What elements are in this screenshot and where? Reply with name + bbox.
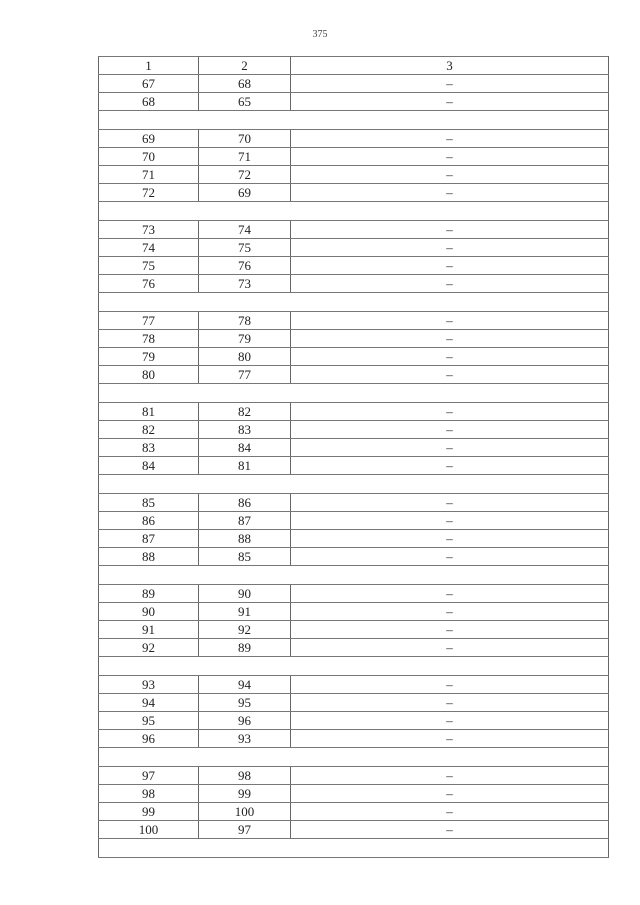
table-cell-col3: –: [291, 221, 609, 239]
table-cell-col2: 81: [199, 457, 291, 475]
table-cell-col2: 87: [199, 512, 291, 530]
table-cell-col3: –: [291, 348, 609, 366]
table-row: [99, 585, 609, 603]
table-row: [99, 257, 609, 275]
table-cell-col3: –: [291, 148, 609, 166]
table-cell-col1: 67: [99, 75, 199, 93]
table-cell-col1: 72: [99, 184, 199, 202]
table-cell-col2: 100: [199, 803, 291, 821]
table-cell-col1: 96: [99, 730, 199, 748]
table-cell-col1: 76: [99, 275, 199, 293]
table-cell-col2: 85: [199, 548, 291, 566]
table-row: [99, 530, 609, 548]
table-row: [99, 767, 609, 785]
spacer-cell: [99, 293, 609, 312]
table-cell-col1: 88: [99, 548, 199, 566]
table-cell-col3: –: [291, 75, 609, 93]
table-cell-col2: 88: [199, 530, 291, 548]
table-row: [99, 330, 609, 348]
table-row: [99, 821, 609, 839]
table-cell-col2: 72: [199, 166, 291, 184]
table-row: [99, 75, 609, 93]
table-row: [99, 712, 609, 730]
table-cell-col1: 92: [99, 639, 199, 657]
table-cell-col3: –: [291, 548, 609, 566]
table-cell-col1: 95: [99, 712, 199, 730]
table-cell-col3: –: [291, 694, 609, 712]
table-cell-col3: –: [291, 621, 609, 639]
group-spacer-row: [99, 202, 609, 221]
table-cell-col2: 99: [199, 785, 291, 803]
table-cell-col3: –: [291, 130, 609, 148]
table-cell-col2: 80: [199, 348, 291, 366]
table-cell-col2: 69: [199, 184, 291, 202]
spacer-cell: [99, 475, 609, 494]
table-cell-col2: 90: [199, 585, 291, 603]
table-row: [99, 494, 609, 512]
spacer-cell: [99, 202, 609, 221]
table-cell-col1: 81: [99, 403, 199, 421]
table-cell-col3: –: [291, 494, 609, 512]
table-cell-col3: –: [291, 821, 609, 839]
table-cell-col2: 83: [199, 421, 291, 439]
spacer-cell: [99, 111, 609, 130]
table-cell-col3: –: [291, 767, 609, 785]
table-cell-col1: 87: [99, 530, 199, 548]
table-cell-col3: –: [291, 439, 609, 457]
table-cell-col2: 89: [199, 639, 291, 657]
table-cell-col3: –: [291, 312, 609, 330]
table-row: [99, 239, 609, 257]
table-row: [99, 676, 609, 694]
table-cell-col3: –: [291, 93, 609, 111]
table-cell-col1: 77: [99, 312, 199, 330]
table-cell-col1: 71: [99, 166, 199, 184]
group-spacer-row: [99, 839, 609, 858]
table-cell-col1: 99: [99, 803, 199, 821]
table-row: [99, 639, 609, 657]
column-header-3: 3: [291, 57, 609, 75]
table-cell-col2: 74: [199, 221, 291, 239]
group-spacer-row: [99, 475, 609, 494]
table-row: [99, 785, 609, 803]
table-row: [99, 421, 609, 439]
table-cell-col1: 84: [99, 457, 199, 475]
table-cell-col2: 77: [199, 366, 291, 384]
table-cell-col1: 75: [99, 257, 199, 275]
page-number: 375: [312, 29, 328, 40]
table-row: [99, 130, 609, 148]
table-cell-col3: –: [291, 166, 609, 184]
table-header-row: [99, 57, 609, 75]
column-header-2: 2: [199, 57, 291, 75]
table-row: [99, 312, 609, 330]
table-cell-col2: 70: [199, 130, 291, 148]
table-cell-col3: –: [291, 421, 609, 439]
table-cell-col2: 95: [199, 694, 291, 712]
table-row: [99, 803, 609, 821]
table-cell-col1: 70: [99, 148, 199, 166]
table-cell-col3: –: [291, 275, 609, 293]
table-row: [99, 730, 609, 748]
table-cell-col1: 86: [99, 512, 199, 530]
spacer-cell: [99, 748, 609, 767]
group-spacer-row: [99, 111, 609, 130]
table-cell-col3: –: [291, 676, 609, 694]
table-cell-col2: 79: [199, 330, 291, 348]
spacer-cell: [99, 657, 609, 676]
table-row: [99, 221, 609, 239]
table-row: [99, 603, 609, 621]
table-cell-col1: 79: [99, 348, 199, 366]
table-cell-col1: 83: [99, 439, 199, 457]
table-cell-col2: 82: [199, 403, 291, 421]
table-cell-col2: 75: [199, 239, 291, 257]
table-cell-col3: –: [291, 366, 609, 384]
table-cell-col3: –: [291, 730, 609, 748]
table-cell-col3: –: [291, 330, 609, 348]
table-cell-col3: –: [291, 639, 609, 657]
table-cell-col2: 71: [199, 148, 291, 166]
table-body: [99, 75, 609, 858]
table-cell-col3: –: [291, 512, 609, 530]
table-cell-col1: 78: [99, 330, 199, 348]
table-row: [99, 403, 609, 421]
table-cell-col2: 73: [199, 275, 291, 293]
table-cell-col3: –: [291, 239, 609, 257]
table-row: [99, 694, 609, 712]
table-cell-col3: –: [291, 785, 609, 803]
table-cell-col2: 93: [199, 730, 291, 748]
table-cell-col1: 98: [99, 785, 199, 803]
group-spacer-row: [99, 293, 609, 312]
table-cell-col1: 85: [99, 494, 199, 512]
spacer-cell: [99, 566, 609, 585]
group-spacer-row: [99, 748, 609, 767]
table-cell-col2: 94: [199, 676, 291, 694]
table-row: [99, 93, 609, 111]
table-cell-col2: 96: [199, 712, 291, 730]
table-row: [99, 184, 609, 202]
table-cell-col2: 91: [199, 603, 291, 621]
table-row: [99, 348, 609, 366]
table-cell-col1: 73: [99, 221, 199, 239]
table-cell-col3: –: [291, 530, 609, 548]
table-cell-col2: 86: [199, 494, 291, 512]
table-cell-col1: 100: [99, 821, 199, 839]
table-cell-col1: 69: [99, 130, 199, 148]
table-row: [99, 512, 609, 530]
table-cell-col1: 80: [99, 366, 199, 384]
table-cell-col1: 94: [99, 694, 199, 712]
table-cell-col1: 97: [99, 767, 199, 785]
table-cell-col3: –: [291, 603, 609, 621]
table-row: [99, 275, 609, 293]
table-cell-col3: –: [291, 803, 609, 821]
table-row: [99, 366, 609, 384]
spacer-cell: [99, 839, 609, 858]
table-cell-col1: 93: [99, 676, 199, 694]
table-cell-col3: –: [291, 712, 609, 730]
table-row: [99, 457, 609, 475]
table-cell-col2: 78: [199, 312, 291, 330]
table-row: [99, 166, 609, 184]
table-cell-col2: 76: [199, 257, 291, 275]
table-cell-col3: –: [291, 457, 609, 475]
table-cell-col2: 98: [199, 767, 291, 785]
table-cell-col3: –: [291, 403, 609, 421]
table-row: [99, 548, 609, 566]
table-row: [99, 621, 609, 639]
table-cell-col1: 82: [99, 421, 199, 439]
table-row: [99, 148, 609, 166]
table-cell-col2: 92: [199, 621, 291, 639]
spacer-cell: [99, 384, 609, 403]
table-cell-col2: 84: [199, 439, 291, 457]
table-cell-col2: 65: [199, 93, 291, 111]
group-spacer-row: [99, 657, 609, 676]
data-table: [98, 56, 609, 858]
table-cell-col3: –: [291, 257, 609, 275]
column-header-1: 1: [99, 57, 199, 75]
table-cell-col1: 91: [99, 621, 199, 639]
group-spacer-row: [99, 566, 609, 585]
table-cell-col3: –: [291, 184, 609, 202]
table-cell-col1: 68: [99, 93, 199, 111]
table-cell-col3: –: [291, 585, 609, 603]
table-cell-col1: 74: [99, 239, 199, 257]
table-row: [99, 439, 609, 457]
table-cell-col1: 90: [99, 603, 199, 621]
group-spacer-row: [99, 384, 609, 403]
table-cell-col2: 68: [199, 75, 291, 93]
table-cell-col1: 89: [99, 585, 199, 603]
table-cell-col2: 97: [199, 821, 291, 839]
